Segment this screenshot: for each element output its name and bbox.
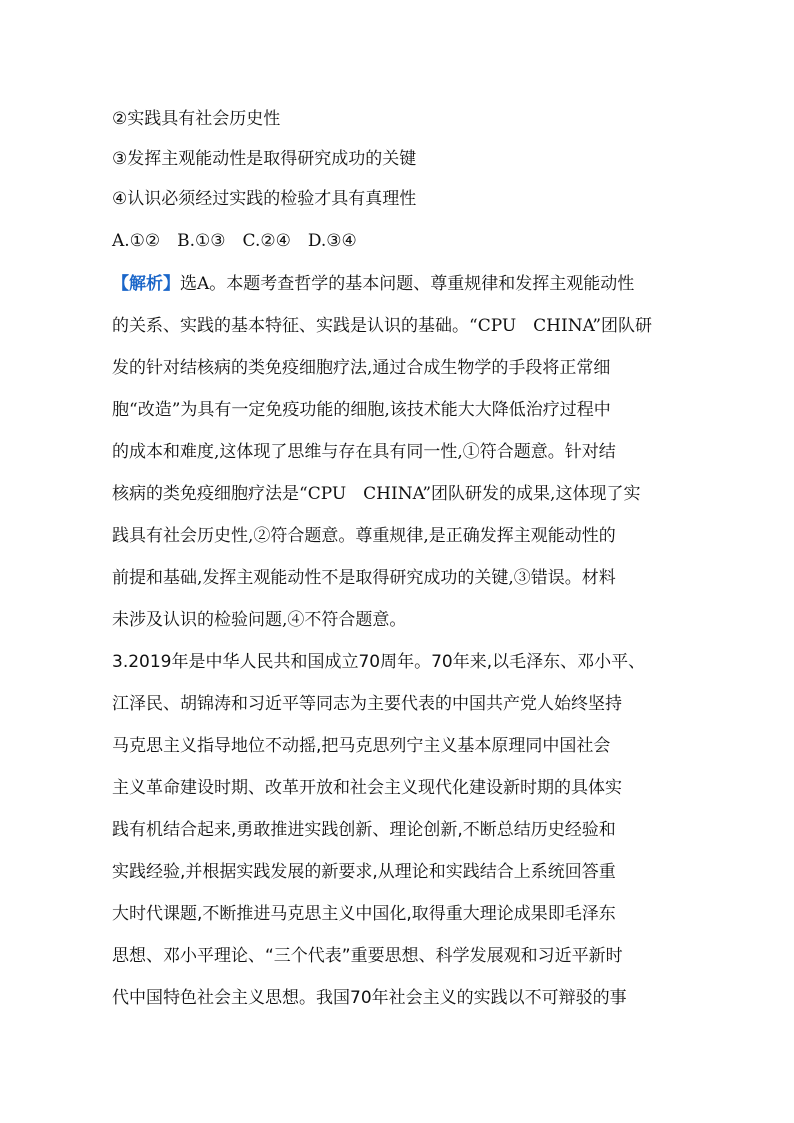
answer-choices: A.①② B.①③ C.②④ D.③④ <box>112 231 357 251</box>
analysis-line: 前提和基础,发挥主观能动性不是取得研究成功的关键,③错误。材料 <box>112 568 616 588</box>
question-3-line: 代中国特色社会主义思想。我国70年社会主义的实践以不可辩驳的事 <box>112 988 627 1008</box>
question-3-line: 江泽民、胡锦涛和习近平等同志为主要代表的中国共产党人始终坚持 <box>112 694 622 714</box>
question-3-line: 马克思主义指导地位不动摇,把马克思列宁主义基本原理同中国社会 <box>112 736 611 756</box>
question-3-line: 3.2019年是中华人民共和国成立70周年。70年来,以毛泽东、邓小平、 <box>112 652 646 672</box>
analysis-line: 的成本和难度,这体现了思维与存在具有同一性,①符合题意。针对结 <box>112 442 616 462</box>
analysis-label: 【解析】 <box>112 274 180 294</box>
question-3-line: 主义革命建设时期、改革开放和社会主义现代化建设新时期的具体实 <box>112 778 622 798</box>
option-3: ③发挥主观能动性是取得研究成功的关键 <box>112 149 417 169</box>
option-2: ②实践具有社会历史性 <box>112 109 281 129</box>
analysis-line <box>112 273 634 295</box>
analysis-text: 选A。本题考查哲学的基本问题、尊重规律和发挥主观能动性 <box>180 274 635 294</box>
analysis-line: 发的针对结核病的类免疫细胞疗法,通过合成生物学的手段将正常细 <box>112 358 611 378</box>
analysis-line: 胞“改造”为具有一定免疫功能的细胞,该技术能大大降低治疗过程中 <box>112 400 611 420</box>
analysis-line: 践具有社会历史性,②符合题意。尊重规律,是正确发挥主观能动性的 <box>112 526 616 546</box>
question-3-line: 大时代课题,不断推进马克思主义中国化,取得重大理论成果即毛泽东 <box>112 904 616 924</box>
analysis-line: 的关系、实践的基本特征、实践是认识的基础。“CPU CHINA”团队研 <box>112 316 653 336</box>
analysis-line: 未涉及认识的检验问题,④不符合题意。 <box>112 610 407 630</box>
question-3-line: 思想、邓小平理论、“三个代表”重要思想、科学发展观和习近平新时 <box>112 946 623 966</box>
question-3-line: 实践经验,并根据实践发展的新要求,从理论和实践结合上系统回答重 <box>112 862 616 882</box>
option-4: ④认识必须经过实践的检验才具有真理性 <box>112 189 417 209</box>
question-3-line: 践有机结合起来,勇敢推进实践创新、理论创新,不断总结历史经验和 <box>112 820 616 840</box>
analysis-line: 核病的类免疫细胞疗法是“CPU CHINA”团队研发的成果,这体现了实 <box>112 484 641 504</box>
